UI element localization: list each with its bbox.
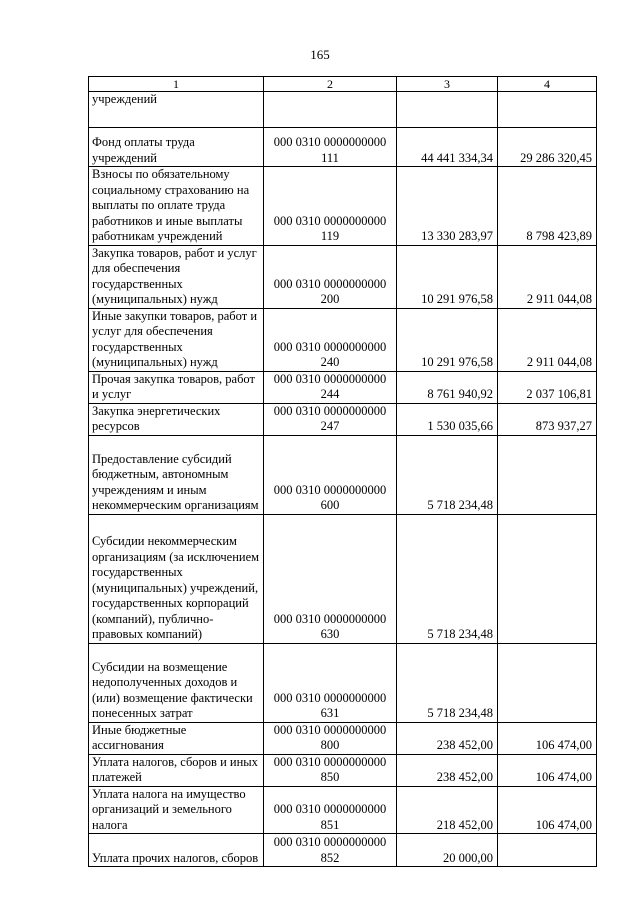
expense-type-code: 851 (320, 817, 340, 832)
row-amount-col4: 8 798 423,89 (498, 167, 597, 246)
budget-classification-code: 000 0310 0000000000 (273, 135, 387, 149)
expense-type-code: 240 (320, 355, 340, 369)
row-amount-col4: 106 474,00 (498, 722, 597, 754)
row-code-cell (264, 308, 397, 371)
row-name-cell: Прочая закупка товаров, работ и услуг (89, 371, 264, 403)
expense-type-code: 850 (320, 770, 340, 784)
row-code-cell (264, 514, 397, 643)
budget-classification-code: 000 0310 0000000000 (273, 754, 387, 769)
row-amount-col3 (397, 92, 498, 128)
row-name-cell: Субсидии некоммерческим организациям (за исключением государственных (муниципальных) учреждений, государственных корпораций (компаний), публично-правовых компаний) (89, 514, 264, 643)
table-row (89, 128, 597, 167)
budget-classification-code: 000 0310 0000000000 (273, 339, 387, 354)
table-row (89, 403, 597, 435)
page-number: 165 (310, 47, 330, 62)
expense-type-code: 800 (320, 738, 340, 752)
budget-classification-code: 000 0310 0000000000 (273, 722, 387, 737)
expense-type-code: 119 (320, 229, 340, 243)
row-code-cell (264, 371, 397, 403)
budget-classification-code: 000 0310 0000000000 (273, 213, 387, 228)
table-row (89, 834, 597, 867)
table-row (89, 435, 597, 514)
table-row (89, 92, 597, 128)
row-amount-col4 (498, 92, 597, 128)
row-name-cell: Закупка энергетических ресурсов (89, 403, 264, 435)
row-name-cell: Субсидии на возмещение недополученных доходов и (или) возмещение фактически понесенных затрат (89, 643, 264, 722)
expense-type-code: 247 (320, 419, 340, 433)
expense-type-code: 631 (320, 706, 340, 720)
header-cell: 1 (89, 77, 264, 92)
expense-type-code: 630 (320, 627, 340, 641)
table-row (89, 371, 597, 403)
row-amount-col4: 2 037 106,81 (498, 371, 597, 403)
row-amount-col3: 44 441 334,34 (397, 128, 498, 167)
table-row (89, 245, 597, 308)
budget-classification-code: 000 0310 0000000000 (273, 835, 387, 849)
row-amount-col3: 218 452,00 (397, 786, 498, 834)
row-code-cell (264, 643, 397, 722)
row-amount-col3: 8 761 940,92 (397, 371, 498, 403)
expense-type-code: 600 (320, 498, 340, 512)
row-name-cell: Предоставление субсидий бюджетным, автономным учреждениям и иным некоммерческим организациям (89, 435, 264, 514)
row-code-cell (264, 722, 397, 754)
row-code-cell (264, 834, 397, 867)
row-amount-col3: 5 718 234,48 (397, 435, 498, 514)
row-name-cell: Закупка товаров, работ и услуг для обеспечения государственных (муниципальных) нужд (89, 245, 264, 308)
row-amount-col3: 10 291 976,58 (397, 308, 498, 371)
expense-type-code: 852 (320, 850, 340, 865)
row-code-cell (264, 403, 397, 435)
expense-type-code: 111 (321, 150, 339, 165)
header-cell: 4 (498, 77, 597, 92)
row-amount-col4: 29 286 320,45 (498, 128, 597, 167)
row-name-cell: Иные закупки товаров, работ и услуг для обеспечения государственных (муниципальных) нужд (89, 308, 264, 371)
expense-type-code: 200 (320, 292, 340, 306)
budget-classification-code: 000 0310 0000000000 (273, 690, 387, 705)
header-row (89, 77, 597, 92)
budget-classification-code: 000 0310 0000000000 (273, 276, 387, 291)
row-amount-col4 (498, 834, 597, 867)
row-amount-col3: 20 000,00 (397, 834, 498, 867)
row-amount-col3: 1 530 035,66 (397, 403, 498, 435)
budget-classification-code: 000 0310 0000000000 (273, 482, 387, 497)
budget-classification-code: 000 0310 0000000000 (273, 611, 387, 626)
table-row (89, 786, 597, 834)
row-name-cell: Уплата налога на имущество организаций и земельного налога (89, 786, 264, 834)
table-row (89, 308, 597, 371)
row-code-cell (264, 435, 397, 514)
budget-classification-code: 000 0310 0000000000 (273, 802, 387, 816)
header-cell: 3 (397, 77, 498, 92)
budget-classification-code: 000 0310 0000000000 (273, 371, 387, 386)
row-code-cell (264, 128, 397, 167)
row-name-cell: Уплата прочих налогов, сборов (89, 834, 264, 867)
row-amount-col4: 106 474,00 (498, 754, 597, 786)
table-row (89, 722, 597, 754)
budget-classification-code: 000 0310 0000000000 (273, 403, 387, 418)
row-name-cell: Уплата налогов, сборов и иных платежей (89, 754, 264, 786)
row-amount-col3: 5 718 234,48 (397, 643, 498, 722)
row-name-cell: Фонд оплаты труда учреждений (89, 128, 264, 167)
row-amount-col4: 2 911 044,08 (498, 245, 597, 308)
row-amount-col3: 10 291 976,58 (397, 245, 498, 308)
header-cell: 2 (264, 77, 397, 92)
table-row (89, 167, 597, 246)
row-amount-col4: 873 937,27 (498, 403, 597, 435)
row-amount-col4 (498, 514, 597, 643)
row-code-cell (264, 92, 397, 128)
row-code-cell (264, 786, 397, 834)
row-name-cell: Иные бюджетные ассигнования (89, 722, 264, 754)
row-name-cell: учреждений (89, 92, 264, 128)
row-amount-col4 (498, 435, 597, 514)
row-code-cell (264, 167, 397, 246)
table-row (89, 514, 597, 643)
row-name-cell: Взносы по обязательному социальному страхованию на выплаты по оплате труда работников и иные выплаты работникам учреждений (89, 167, 264, 246)
expense-type-code: 244 (320, 387, 340, 401)
row-amount-col4 (498, 643, 597, 722)
row-amount-col3: 13 330 283,97 (397, 167, 498, 246)
row-amount-col4: 2 911 044,08 (498, 308, 597, 371)
table-row (89, 754, 597, 786)
row-code-cell (264, 245, 397, 308)
budget-table (88, 76, 597, 867)
row-amount-col3: 238 452,00 (397, 722, 498, 754)
table-row (89, 643, 597, 722)
row-amount-col3: 238 452,00 (397, 754, 498, 786)
row-amount-col4: 106 474,00 (498, 786, 597, 834)
row-amount-col3: 5 718 234,48 (397, 514, 498, 643)
row-code-cell (264, 754, 397, 786)
budget-table-body (89, 77, 597, 867)
